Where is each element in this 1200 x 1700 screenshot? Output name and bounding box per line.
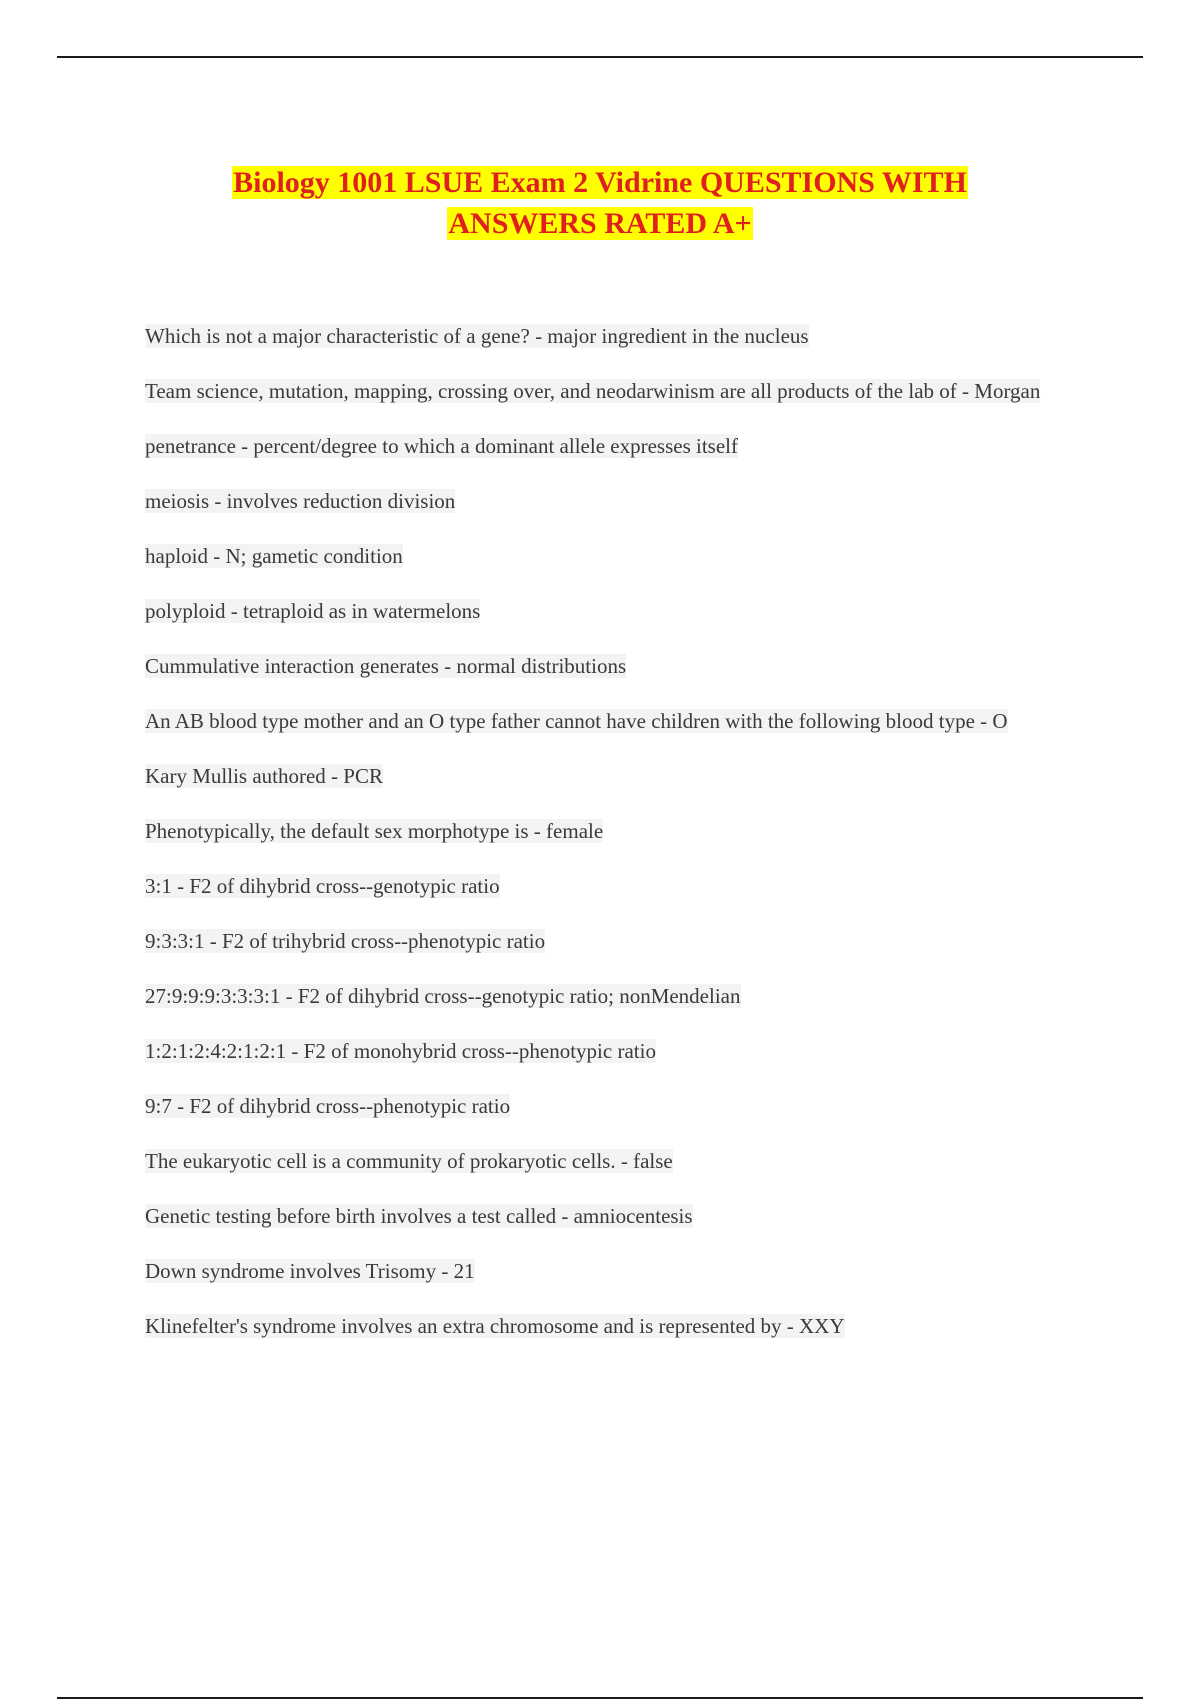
qa-text: An AB blood type mother and an O type father cannot have children with the following blood type - O bbox=[145, 709, 1008, 733]
qa-item-2 bbox=[145, 378, 1085, 405]
qa-text: Cummulative interaction generates - normal distributions bbox=[145, 654, 627, 678]
qa-text: polyploid - tetraploid as in watermelons bbox=[145, 599, 481, 623]
qa-item-11 bbox=[145, 873, 1085, 900]
title-line-1: Biology 1001 LSUE Exam 2 Vidrine QUESTIONS WITH bbox=[233, 166, 967, 200]
qa-item-12 bbox=[145, 928, 1085, 955]
qa-text: penetrance - percent/degree to which a dominant allele expresses itself bbox=[145, 434, 738, 458]
qa-item-18 bbox=[145, 1258, 1085, 1285]
qa-item-5 bbox=[145, 543, 1085, 570]
qa-text: Genetic testing before birth involves a test called - amniocentesis bbox=[145, 1204, 693, 1228]
qa-text: Kary Mullis authored - PCR bbox=[145, 764, 383, 788]
qa-text: Phenotypically, the default sex morphotype is - female bbox=[145, 819, 604, 843]
qa-item-3 bbox=[145, 433, 1085, 460]
top-rule bbox=[57, 56, 1143, 58]
qa-item-7 bbox=[145, 653, 1085, 680]
qa-item-6 bbox=[145, 598, 1085, 625]
qa-text: 27:9:9:9:3:3:3:1 - F2 of dihybrid cross--genotypic ratio; nonMendelian bbox=[145, 984, 741, 1008]
qa-item-13 bbox=[145, 983, 1085, 1010]
bottom-rule bbox=[57, 1697, 1143, 1699]
qa-item-9 bbox=[145, 763, 1085, 790]
qa-text: haploid - N; gametic condition bbox=[145, 544, 403, 568]
qa-item-10 bbox=[145, 818, 1085, 845]
qa-item-8 bbox=[145, 708, 1085, 735]
qa-text: The eukaryotic cell is a community of prokaryotic cells. - false bbox=[145, 1149, 673, 1173]
qa-text: 3:1 - F2 of dihybrid cross--genotypic ratio bbox=[145, 874, 500, 898]
qa-text: 9:3:3:1 - F2 of trihybrid cross--phenotypic ratio bbox=[145, 929, 546, 953]
qa-text: meiosis - involves reduction division bbox=[145, 489, 456, 513]
qa-item-1 bbox=[145, 323, 1085, 350]
qa-text: Klinefelter's syndrome involves an extra chromosome and is represented by - XXY bbox=[145, 1314, 845, 1338]
qa-text: 9:7 - F2 of dihybrid cross--phenotypic ratio bbox=[145, 1094, 511, 1118]
qa-item-19 bbox=[145, 1313, 1085, 1340]
question-answer-list bbox=[145, 323, 1085, 1368]
document-title bbox=[150, 162, 1050, 244]
qa-text: Down syndrome involves Trisomy - 21 bbox=[145, 1259, 475, 1283]
qa-item-14 bbox=[145, 1038, 1085, 1065]
title-line-2: ANSWERS RATED A+ bbox=[448, 207, 752, 241]
qa-text: 1:2:1:2:4:2:1:2:1 - F2 of monohybrid cross--phenotypic ratio bbox=[145, 1039, 656, 1063]
qa-text: Team science, mutation, mapping, crossing over, and neodarwinism are all products of the lab of - Morgan bbox=[145, 379, 1041, 403]
qa-item-4 bbox=[145, 488, 1085, 515]
qa-text: Which is not a major characteristic of a gene? - major ingredient in the nucleus bbox=[145, 324, 809, 348]
qa-item-15 bbox=[145, 1093, 1085, 1120]
qa-item-17 bbox=[145, 1203, 1085, 1230]
qa-item-16 bbox=[145, 1148, 1085, 1175]
